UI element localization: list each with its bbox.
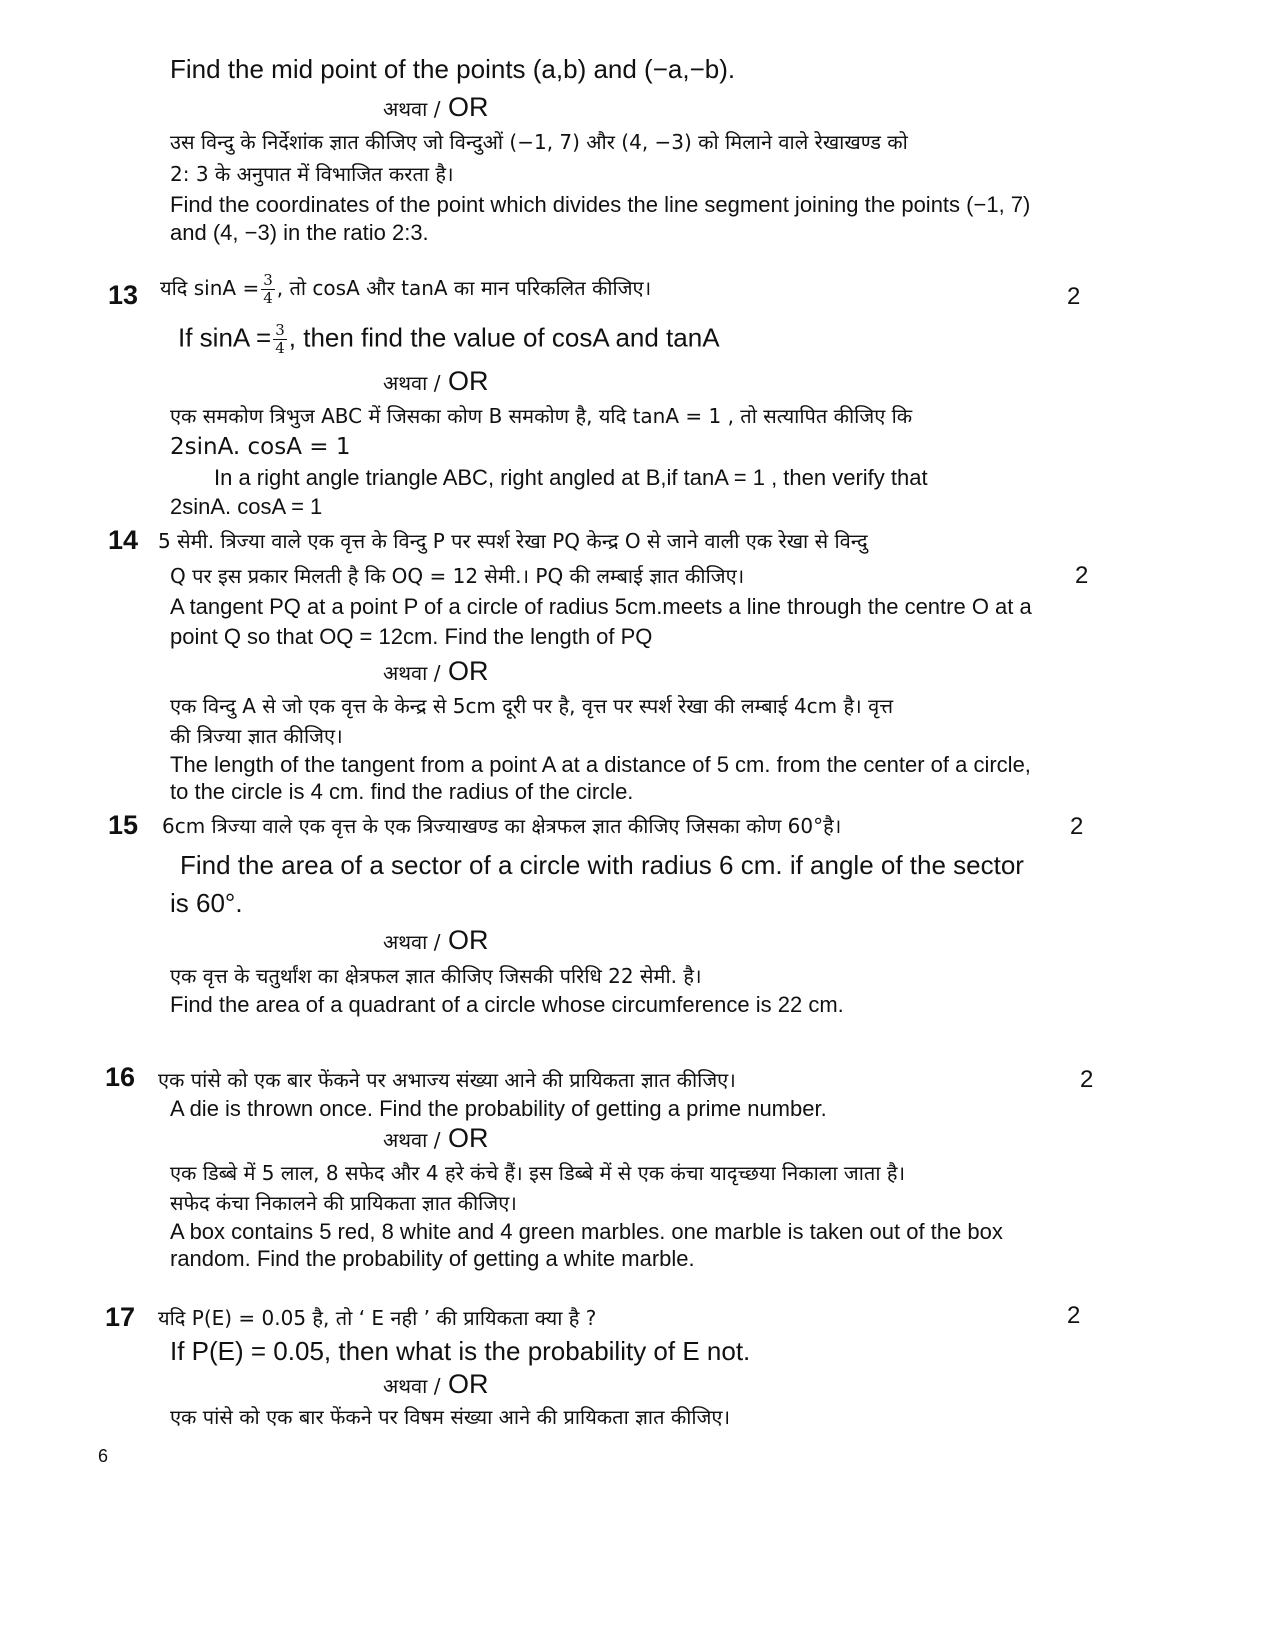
q13-en-frac-den: 4 bbox=[275, 339, 285, 357]
q16-en-question: A die is thrown once. Find the probability of getting a prime number. bbox=[170, 1096, 827, 1121]
or-separator bbox=[383, 1369, 488, 1400]
q14-marks: 2 bbox=[1075, 562, 1089, 589]
q13-hi-pre: यदि sinA = bbox=[160, 276, 260, 300]
or-english: OR bbox=[447, 925, 489, 955]
or-separator bbox=[383, 92, 488, 123]
q15-hi-question: 6cm त्रिज्या वाले एक वृत्त के एक त्रिज्याखण्ड का क्षेत्रफल ज्ञात कीजिए जिसका कोण 60°है। bbox=[162, 814, 842, 838]
q17-hi-question: यदि P(E) = 0.05 है, तो ‘ E नही ’ की प्रायिकता क्या है ? bbox=[158, 1306, 597, 1330]
q14-en-line1: A tangent PQ at a point P of a circle of radius 5cm.meets a line through the centre O at a bbox=[170, 594, 1032, 619]
q13-or-en-line1: In a right angle triangle ABC, right angled at B,if tanA = 1 , then verify that bbox=[214, 465, 928, 490]
q13-fraction bbox=[261, 272, 275, 307]
question-number-13: 13 bbox=[108, 280, 139, 310]
q13-frac-den: 4 bbox=[263, 289, 273, 307]
q16-or-en-line1: A box contains 5 red, 8 white and 4 green marbles. one marble is taken out of the box bbox=[170, 1219, 1003, 1244]
q12-or-en-line2: and (4, −3) in the ratio 2:3. bbox=[170, 220, 429, 245]
or-hindi: अथवा / bbox=[383, 371, 441, 395]
q12-or-en-line1: Find the coordinates of the point which divides the line segment joining the points (−1, 7) bbox=[170, 192, 1031, 217]
q13-en-question bbox=[178, 322, 720, 357]
q14-or-en-line2: to the circle is 4 cm. find the radius of the circle. bbox=[170, 779, 634, 804]
question-number-15: 15 bbox=[108, 810, 139, 840]
q13-hi-post: , तो cosA और tanA का मान परिकलित कीजिए। bbox=[276, 276, 652, 300]
q13-or-hi-line2: 2sinA. cosA = 1 bbox=[170, 434, 351, 460]
or-separator bbox=[383, 1123, 488, 1154]
q13-hi-question bbox=[160, 272, 651, 307]
q14-hi-line2: Q पर इस प्रकार मिलती है कि OQ = 12 सेमी.। PQ की लम्बाई ज्ञात कीजिए। bbox=[170, 564, 745, 588]
question-number-16: 16 bbox=[105, 1062, 136, 1092]
q17-en-question: If P(E) = 0.05, then what is the probability of E not. bbox=[170, 1336, 751, 1366]
or-english: OR bbox=[447, 366, 489, 396]
or-hindi: अथवा / bbox=[383, 661, 441, 685]
question-number-14: 14 bbox=[108, 525, 139, 555]
or-english: OR bbox=[447, 656, 489, 686]
or-hindi: अथवा / bbox=[383, 1374, 441, 1398]
or-separator bbox=[383, 366, 488, 397]
q15-or-en: Find the area of a quadrant of a circle whose circumference is 22 cm. bbox=[170, 992, 844, 1017]
q15-en-line1: Find the area of a sector of a circle with radius 6 cm. if angle of the sector bbox=[180, 850, 1024, 880]
page-number: 6 bbox=[98, 1446, 109, 1466]
q16-hi-question: एक पांसे को एक बार फेंकने पर अभाज्य संख्या आने की प्रायिकता ज्ञात कीजिए। bbox=[158, 1068, 736, 1092]
q14-or-en-line1: The length of the tangent from a point A at a distance of 5 cm. from the center of a circle, bbox=[170, 752, 1031, 777]
q12-or-hi-line2: 2: 3 के अनुपात में विभाजित करता है। bbox=[170, 162, 454, 186]
q13-or-en-line2: 2sinA. cosA = 1 bbox=[170, 494, 323, 519]
q12-en-question: Find the mid point of the points (a,b) and (−a,−b). bbox=[170, 54, 736, 84]
q13-or-hi-line1: एक समकोण त्रिभुज ABC में जिसका कोण B समकोण है, यदि tanA = 1 , तो सत्यापित कीजिए कि bbox=[170, 404, 913, 428]
or-english: OR bbox=[447, 1123, 489, 1153]
or-english: OR bbox=[447, 1369, 489, 1399]
or-english: OR bbox=[447, 92, 489, 122]
or-hindi: अथवा / bbox=[383, 1128, 441, 1152]
q12-or-hi-line1: उस विन्दु के निर्देशांक ज्ञात कीजिए जो विन्दुओं (−1, 7) और (4, −3) को मिलाने वाले रेखाखण्ड को bbox=[170, 130, 908, 154]
q16-marks: 2 bbox=[1080, 1066, 1094, 1093]
q14-or-hi-line2: की त्रिज्या ज्ञात कीजिए। bbox=[170, 724, 343, 748]
q16-or-hi-line2: सफेद कंचा निकालने की प्रायिकता ज्ञात कीजिए। bbox=[170, 1191, 517, 1215]
q17-marks: 2 bbox=[1067, 1302, 1081, 1329]
q15-or-hi: एक वृत्त के चतुर्थांश का क्षेत्रफल ज्ञात कीजिए जिसकी परिधि 22 सेमी. है। bbox=[170, 964, 702, 988]
q13-en-post: , then find the value of cosA and tanA bbox=[288, 322, 720, 353]
q14-hi-line1: 5 सेमी. त्रिज्या वाले एक वृत्त के विन्दु P पर स्पर्श रेखा PQ केन्द्र O से जाने वाली एक रेखा से विन्दु bbox=[158, 529, 868, 553]
or-separator bbox=[383, 656, 488, 687]
or-hindi: अथवा / bbox=[383, 97, 441, 121]
q13-en-pre: If sinA = bbox=[178, 322, 272, 353]
q16-or-hi-line1: एक डिब्बे में 5 लाल, 8 सफेद और 4 हरे कंचे हैं। इस डिब्बे में से एक कंचा यादृच्छया निकाला जाता है। bbox=[170, 1161, 906, 1185]
q17-or-hi: एक पांसे को एक बार फेंकने पर विषम संख्या आने की प्रायिकता ज्ञात कीजिए। bbox=[170, 1405, 731, 1429]
or-hindi: अथवा / bbox=[383, 930, 441, 954]
q16-or-en-line2: random. Find the probability of getting a white marble. bbox=[170, 1246, 695, 1271]
q15-marks: 2 bbox=[1070, 813, 1084, 840]
q13-frac-num: 3 bbox=[263, 271, 273, 289]
q13-en-frac-num: 3 bbox=[275, 321, 285, 339]
q13-en-fraction bbox=[273, 322, 287, 357]
question-number-17: 17 bbox=[105, 1302, 136, 1332]
q13-marks: 2 bbox=[1067, 283, 1081, 310]
or-separator bbox=[383, 925, 488, 956]
q14-en-line2: point Q so that OQ = 12cm. Find the length of PQ bbox=[170, 624, 653, 649]
q15-en-line2: is 60°. bbox=[170, 888, 243, 918]
q14-or-hi-line1: एक विन्दु A से जो एक वृत्त के केन्द्र से 5cm दूरी पर है, वृत्त पर स्पर्श रेखा की लम्बाई 4cm है। वृत्त bbox=[170, 694, 894, 718]
